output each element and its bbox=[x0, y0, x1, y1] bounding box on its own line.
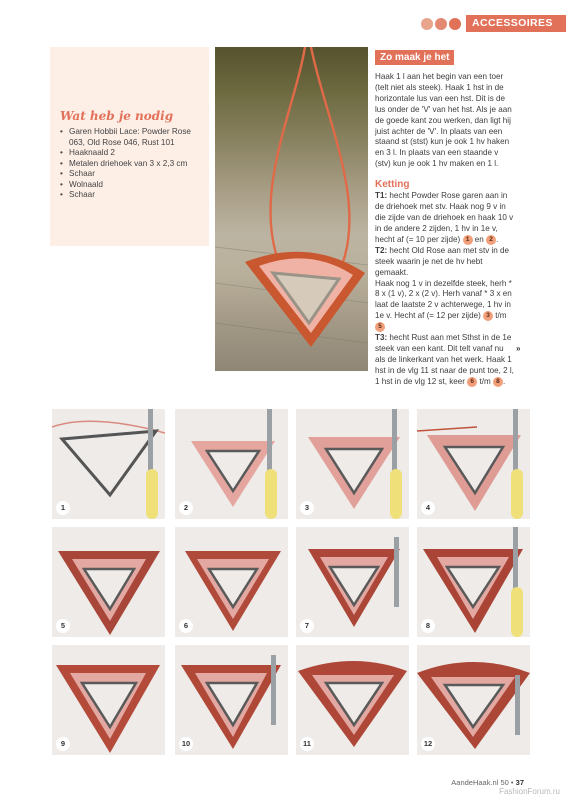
materials-item: • Schaar bbox=[60, 190, 201, 201]
step-number: 8 bbox=[421, 619, 435, 633]
step-photo bbox=[175, 527, 288, 637]
row-text: t/m bbox=[493, 311, 507, 321]
row-text: . bbox=[496, 234, 499, 244]
step-number: 6 bbox=[179, 619, 193, 633]
step-photo bbox=[52, 409, 165, 519]
footer-bullet: • bbox=[510, 778, 514, 787]
page-number: 37 bbox=[515, 778, 524, 787]
step-number: 7 bbox=[300, 619, 314, 633]
pattern-heading: Ketting bbox=[375, 179, 410, 191]
row-3-paragraph bbox=[375, 333, 515, 388]
watermark: FashionForum.ru bbox=[499, 787, 560, 796]
step-number: 4 bbox=[421, 501, 435, 515]
step-photo bbox=[296, 409, 409, 519]
hero-photo bbox=[215, 47, 368, 371]
materials-item: • Haaknaald 2 bbox=[60, 148, 201, 159]
step-number: 2 bbox=[179, 501, 193, 515]
step-photo bbox=[52, 527, 165, 637]
repeat-paragraph bbox=[375, 279, 515, 334]
step-ref-badge: 6 bbox=[467, 377, 477, 387]
step-photo bbox=[52, 645, 165, 755]
step-ref-badge: 8 bbox=[493, 377, 503, 387]
step-number: 12 bbox=[421, 737, 435, 751]
materials-item: • Metalen driehoek van 3 x 2,3 cm bbox=[60, 159, 201, 170]
materials-item: • Wolnaald bbox=[60, 180, 201, 191]
step-number: 9 bbox=[56, 737, 70, 751]
step-ref-badge: 5 bbox=[375, 322, 385, 332]
materials-item: • Garen Hobbii Lace: Powder Rose 063, Old Rose 046, Rust 101 bbox=[60, 127, 201, 148]
step-photo bbox=[175, 645, 288, 755]
materials-title: Wat heb je nodig bbox=[60, 109, 174, 123]
row-label: T1: bbox=[375, 191, 388, 201]
section-title: ACCESSOIRES bbox=[466, 15, 566, 32]
page-footer bbox=[451, 778, 524, 787]
yarn-ball-icon bbox=[421, 18, 433, 30]
materials-list bbox=[60, 127, 201, 201]
materials-box bbox=[50, 47, 209, 246]
step-number: 10 bbox=[179, 737, 193, 751]
step-photo bbox=[175, 409, 288, 519]
row-text: hecht Rust aan met Sthst in de 1e steek van een kant. Dit telt vanaf nu als de linkerkant van het werk. Haak 1 hst in de vlg 11 st naar de punt toe, 2 l, 1 hst in de vlg 12 st, keer bbox=[375, 333, 514, 387]
step-ref-badge: 2 bbox=[486, 235, 496, 245]
magazine-site: AandeHaak.nl 50 bbox=[451, 778, 509, 787]
row-text: hecht Powder Rose garen aan in de driehoek met stv. Haak nog 9 v in die zijde van de driehoek en haak 10 v in de andere 2 zijden, 1 hv in 1e v, hecht af (= 10 per zijde) bbox=[375, 191, 514, 244]
row-text: Haak nog 1 v in dezelfde steek, herh * 8 x (1 v), 2 x (2 v). Herh vanaf * 3 x en laat de laatste 2 v achterwege, 1 hv in 1e v. Hecht af (= 12 per zijde) bbox=[375, 278, 512, 321]
section-header bbox=[421, 15, 566, 32]
instructions bbox=[375, 47, 515, 388]
step-photo bbox=[417, 409, 530, 519]
row-1-paragraph bbox=[375, 191, 515, 246]
step-ref-badge: 3 bbox=[483, 311, 493, 321]
row-2-paragraph bbox=[375, 246, 515, 279]
step-number: 3 bbox=[300, 501, 314, 515]
step-number: 11 bbox=[300, 737, 314, 751]
step-ref-badge: 1 bbox=[463, 235, 473, 245]
header-dots bbox=[421, 18, 461, 30]
intro-paragraph: Haak 1 l aan het begin van een toer (telt niet als steek). Haak 1 hst in de horizontale lus van een hst. Dit is de lus onder de 'V' van het hst. Als je aan de goede kant zou werken, dan ligt hij juist achter de 'V'. In plaats van een staand st (stst) kun je ook 1 hv haken en 3 l. In plaats van een staande v (stv) kun je ook 1 hv maken en 1 l. bbox=[375, 72, 512, 169]
row-text: hecht Old Rose aan met stv in de steek waarin je net de hv hebt gemaakt. bbox=[375, 245, 510, 277]
yarn-ball-icon bbox=[435, 18, 447, 30]
step-photo bbox=[417, 645, 530, 755]
materials-item: • Schaar bbox=[60, 169, 201, 180]
row-text: t/m bbox=[477, 377, 493, 387]
instructions-tag: Zo maak je het bbox=[375, 50, 454, 65]
row-label: T3: bbox=[375, 333, 388, 343]
step-photo bbox=[296, 527, 409, 637]
step-photo bbox=[296, 645, 409, 755]
yarn-ball-icon bbox=[449, 18, 461, 30]
row-text: en bbox=[472, 234, 487, 244]
row-label: T2: bbox=[375, 245, 388, 255]
step-photo bbox=[417, 527, 530, 637]
row-text: . bbox=[502, 377, 506, 387]
step-number: 1 bbox=[56, 501, 70, 515]
step-number: 5 bbox=[56, 619, 70, 633]
continue-arrow: » bbox=[516, 344, 521, 353]
